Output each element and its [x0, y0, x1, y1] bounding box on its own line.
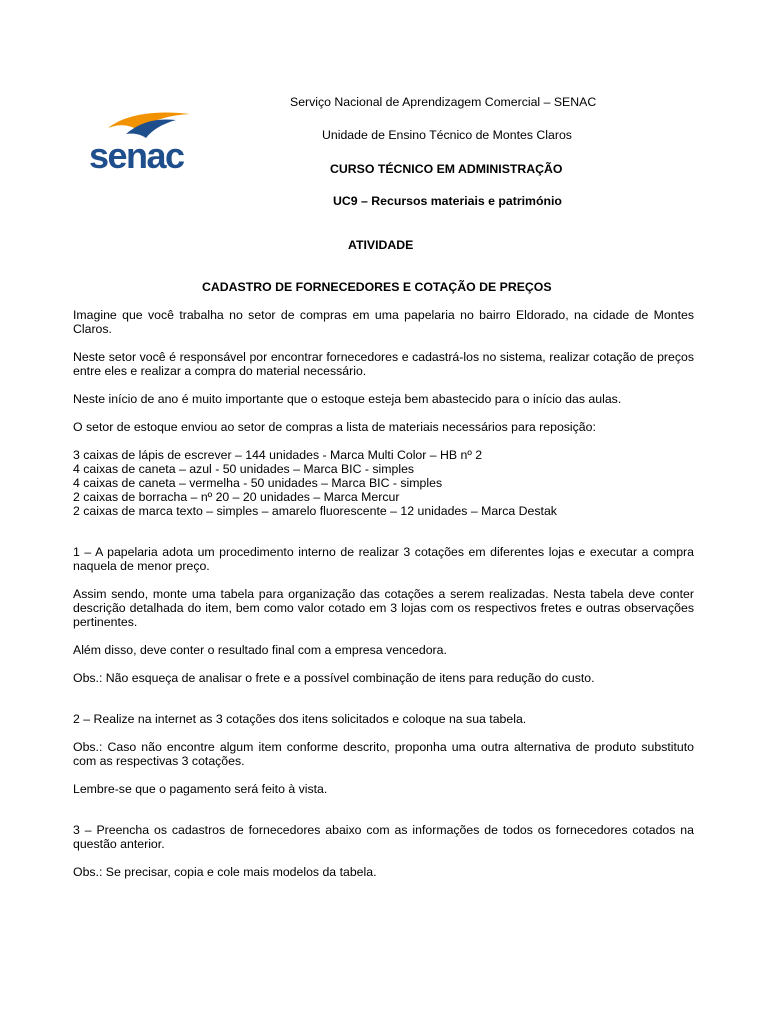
paragraph: Obs.: Caso não encontre algum item conforme descrito, proponha uma outra alternativa de produto substituto com as respectivas 3 cotações. — [73, 740, 694, 768]
paragraph: Lembre-se que o pagamento será feito à vista. — [73, 782, 328, 796]
task-1-paragraph: 1 – A papelaria adota um procedimento interno de realizar 3 cotações em diferentes lojas e executar a compra naquela de menor preço. — [73, 545, 694, 573]
paragraph: O setor de estoque enviou ao setor de compras a lista de materiais necessários para reposição: — [73, 420, 596, 434]
paragraph: Obs.: Se precisar, copia e cole mais modelos da tabela. — [73, 865, 377, 879]
unit-name: Unidade de Ensino Técnico de Montes Claros — [322, 128, 572, 142]
document-body — [73, 308, 694, 879]
materials-list — [73, 448, 694, 518]
list-item: 4 caixas de caneta – vermelha - 50 unidades – Marca BIC - simples — [73, 476, 443, 490]
list-item: 3 caixas de lápis de escrever – 144 unidades - Marca Multi Color – HB nº 2 — [73, 448, 483, 462]
paragraph: Imagine que você trabalha no setor de compras em uma papelaria no bairro Eldorado, na cidade de Montes Claros. — [73, 308, 694, 336]
task-2-paragraph: 2 – Realize na internet as 3 cotações dos itens solicitados e coloque na sua tabela. — [73, 712, 527, 726]
senac-logo — [86, 108, 196, 174]
paragraph: Além disso, deve conter o resultado final com a empresa vencedora. — [73, 643, 447, 657]
paragraph: Obs.: Não esqueça de analisar o frete e a possível combinação de itens para redução do custo. — [73, 671, 595, 685]
paragraph: Assim sendo, monte uma tabela para organização das cotações a serem realizadas. Nesta tabela deve conter descrição detalhada do item, bem como valor cotado em 3 lojas com os respectivos fretes e outras observações pertinentes. — [73, 587, 694, 629]
uc-name: UC9 – Recursos materiais e património — [333, 194, 562, 208]
institution-name: Serviço Nacional de Aprendizagem Comercial – SENAC — [290, 95, 597, 109]
list-item: 4 caixas de caneta – azul - 50 unidades – Marca BIC - simples — [73, 462, 415, 476]
list-item: 2 caixas de borracha – nº 20 – 20 unidades – Marca Mercur — [73, 490, 400, 504]
course-name: CURSO TÉCNICO EM ADMINISTRAÇÃO — [330, 162, 563, 176]
paragraph: Neste setor você é responsável por encontrar fornecedores e cadastrá-los no sistema, realizar cotação de preços entre eles e realizar a compra do material necessário. — [73, 350, 694, 378]
task-3-paragraph: 3 – Preencha os cadastros de fornecedores abaixo com as informações de todos os fornecedores cotados na questão anterior. — [73, 823, 694, 851]
list-item: 2 caixas de marca texto – simples – amarelo fluorescente – 12 unidades – Marca Destak — [73, 504, 557, 518]
activity-label: ATIVIDADE — [348, 238, 414, 252]
page-title: CADASTRO DE FORNECEDORES E COTAÇÃO DE PREÇOS — [202, 280, 552, 294]
senac-wordmark: senac — [89, 135, 184, 176]
paragraph: Neste início de ano é muito importante que o estoque esteja bem abastecido para o início das aulas. — [73, 392, 622, 406]
